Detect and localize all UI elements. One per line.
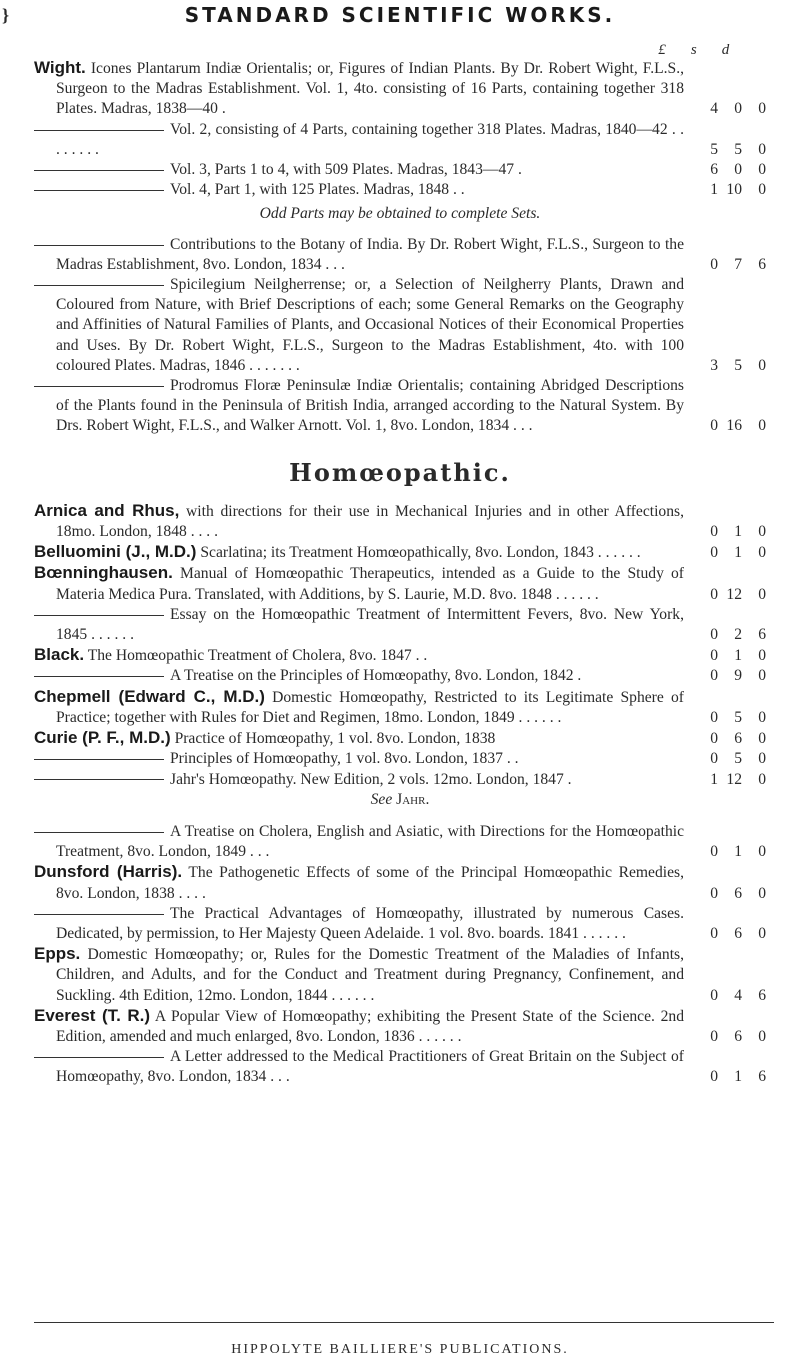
price-pounds: 0 <box>710 585 718 603</box>
price-shillings: 6 <box>734 924 742 942</box>
price-pounds: 0 <box>710 730 718 748</box>
homoeopathic-entries <box>0 501 800 790</box>
price-pence: 0 <box>758 544 766 562</box>
price-shillings: 6 <box>734 884 742 902</box>
price-pence: 0 <box>758 750 766 768</box>
catalogue-entries <box>0 58 800 1088</box>
price-pounds: 0 <box>710 523 718 541</box>
price-pence: 6 <box>758 626 766 644</box>
price-pence: 0 <box>758 708 766 726</box>
price-pence: 0 <box>758 181 766 199</box>
catalogue-entry <box>34 120 766 160</box>
price-pence: 0 <box>758 924 766 942</box>
catalogue-entry <box>34 666 766 686</box>
price-shillings: 9 <box>734 667 742 685</box>
entry-price <box>694 749 794 769</box>
entry-description: A Popular View of Homœopathy; exhibiting the Present State of the Science. 2nd Edition, amended and much enlarged, 8vo. London, 1836 . . . . . . <box>56 1007 684 1045</box>
catalogue-entry <box>34 862 766 903</box>
catalogue-entry <box>34 904 766 944</box>
price-pence: 0 <box>758 100 766 118</box>
catalogue-entry <box>34 1047 766 1087</box>
price-pounds: 1 <box>710 770 718 788</box>
entry-price <box>694 884 794 904</box>
entry-author: Wight. <box>34 58 86 77</box>
ditto-rule <box>34 676 164 677</box>
price-shillings: 1 <box>734 1068 742 1086</box>
entry-description: Prodromus Floræ Peninsulæ Indiæ Orientalis; containing Abridged Descriptions of the Plants found in the Peninsula of British India, arranged according to the Natural System. By Drs. Robert Wight, F.L.S., and Walker Arnott. Vol. 1, 8vo. London, 1834 . . . <box>56 377 684 435</box>
entry-description: Domestic Homœopathy; or, Rules for the Domestic Treatment of the Maladies of Infants, Children, and Adults, and for the Conduct and Treatment during Pregnancy, Confinement, and Suckling. 4th Edition, 12mo. London, 1844 . . . . . . <box>56 946 684 1004</box>
catalogue-entry <box>34 1005 766 1047</box>
catalogue-entry <box>34 749 766 769</box>
ditto-rule <box>34 245 164 246</box>
price-pence: 0 <box>758 1027 766 1045</box>
price-shillings: 7 <box>734 255 742 273</box>
price-shillings: 0 <box>734 161 742 179</box>
running-head: STANDARD SCIENTIFIC WORKS. <box>184 3 616 27</box>
price-pence: 0 <box>758 884 766 902</box>
see-prefix: See <box>370 790 393 808</box>
price-pounds: 1 <box>710 181 718 199</box>
see-reference <box>0 790 800 810</box>
price-shillings: 1 <box>734 843 742 861</box>
price-shillings: 6 <box>734 1027 742 1045</box>
entry-author: Curie (P. F., M.D.) <box>34 728 171 748</box>
price-pence: 6 <box>758 986 766 1004</box>
price-pounds: 0 <box>710 255 718 273</box>
section-title: Homœopathic. <box>289 457 511 487</box>
entry-price <box>694 99 794 119</box>
entry-author: Everest (T. R.) <box>34 1005 151 1025</box>
price-shillings: 12 <box>726 770 742 788</box>
catalogue-entry <box>34 160 766 180</box>
price-pounds: 0 <box>710 884 718 902</box>
entry-author: Belluomini (J., M.D.) <box>34 542 197 562</box>
entry-description: Principles of Homœopathy, 1 vol. 8vo. London, 1837 . . <box>170 750 519 768</box>
price-shillings: 5 <box>734 356 742 374</box>
catalogue-entry <box>34 180 766 200</box>
entry-description: Manual of Homœopathic Therapeutics, intended as a Guide to the Study of Materia Medica Pura. Translated, with Additions, by S. Laurie, M.D. 8vo. 1848 . . . . . . <box>56 565 684 603</box>
catalogue-entry <box>34 944 766 1006</box>
price-pounds: 0 <box>710 1027 718 1045</box>
price-pence: 0 <box>758 356 766 374</box>
homoeopathic-entries-continued <box>0 822 800 1088</box>
entry-description: Vol. 3, Parts 1 to 4, with 509 Plates. Madras, 1843—47 . <box>170 161 522 179</box>
page-edge-mark: } <box>2 5 10 25</box>
entry-description: Contributions to the Botany of India. By Dr. Robert Wight, F.L.S., Surgeon to the Madras Establishment, 8vo. London, 1834 . . . <box>56 235 684 273</box>
catalogue-entry <box>34 58 766 120</box>
wight-entries <box>0 58 800 200</box>
entry-description: Vol. 4, Part 1, with 125 Plates. Madras, 1848 . . <box>170 181 465 199</box>
see-name: Jahr. <box>396 790 430 808</box>
price-pence: 0 <box>758 140 766 158</box>
entry-price <box>694 625 794 645</box>
price-pence: 0 <box>758 161 766 179</box>
price-shillings: 1 <box>734 544 742 562</box>
price-shillings: 2 <box>734 626 742 644</box>
price-pounds: 0 <box>710 1068 718 1086</box>
price-pence: 0 <box>758 647 766 665</box>
price-pence: 0 <box>758 523 766 541</box>
pounds-column-header: £ <box>658 42 666 58</box>
entry-description: A Treatise on Cholera, English and Asiatic, with Directions for the Homœopathic Treatment, 8vo. London, 1849 . . . <box>56 822 684 861</box>
price-pounds: 0 <box>710 647 718 665</box>
entry-price <box>694 666 794 686</box>
entry-description: Spicilegium Neilgherrense; or, a Selection of Neilgherry Plants, Drawn and Coloured from Nature, with Brief Descriptions of each; some General Remarks on the Geography and Affinities of Natural Families of Plants, and Occasional Notices of their Economical Properties and Uses. By Dr. Robert Wight, F.L.S., Surgeon to the Madras Establishment, 4to. with 100 coloured Plates. Madras, 1846 . . . . . . . <box>56 276 684 374</box>
entry-description: A Letter addressed to the Medical Practitioners of Great Britain on the Subject of Homœopathy, 8vo. London, 1834 . . . <box>56 1048 684 1086</box>
ditto-rule <box>34 285 164 286</box>
entry-description: Icones Plantarum Indiæ Orientalis; or, Figures of Indian Plants. By Dr. Robert Wight, F.L.S., Surgeon to the Madras Establishment. Vol. 1, 4to. consisting of 16 Parts, containing together 318 Plates. Madras, 1838—40 . <box>56 60 684 118</box>
entry-author: Black. <box>34 645 85 665</box>
price-shillings: 1 <box>734 523 742 541</box>
pence-column-header: d <box>721 42 730 58</box>
price-shillings: 4 <box>734 986 742 1004</box>
price-pence: 0 <box>758 585 766 603</box>
price-pence: 0 <box>758 417 766 435</box>
ditto-rule <box>34 615 164 616</box>
catalogue-entry <box>34 275 766 376</box>
catalogue-entry <box>34 376 766 437</box>
price-pounds: 0 <box>710 544 718 562</box>
price-shillings: 5 <box>734 750 742 768</box>
footer-rule <box>34 1322 774 1323</box>
ditto-rule <box>34 130 164 131</box>
entry-description: Essay on the Homœopathic Treatment of Intermittent Fevers, 8vo. New York, 1845 . . . . . . <box>56 605 684 644</box>
entry-author: Arnica and Rhus, <box>34 500 180 520</box>
price-pounds: 0 <box>710 843 718 861</box>
entry-description: Practice of Homœopathy, 1 vol. 8vo. London, 1838 <box>174 730 496 748</box>
catalogue-entry <box>34 605 766 645</box>
entry-description: The Homœopathic Treatment of Cholera, 8vo. 1847 . . <box>87 647 428 665</box>
catalogue-entry <box>34 728 766 749</box>
price-pence: 0 <box>758 843 766 861</box>
price-shillings: 12 <box>726 585 742 603</box>
entry-price <box>694 255 794 275</box>
odd-parts-note: Odd Parts may be obtained to complete Sets. <box>259 205 541 223</box>
price-shillings: 5 <box>734 708 742 726</box>
price-shillings: 0 <box>734 100 742 118</box>
entry-price <box>694 160 794 180</box>
entry-price <box>694 842 794 862</box>
price-shillings: 16 <box>726 417 742 435</box>
entry-price <box>694 585 794 605</box>
entry-description: Domestic Homœopathy, Restricted to its Legitimate Sphere of Practice; together with Rules for Diet and Regimen, 18mo. London, 1849 . . . . . . <box>56 688 684 726</box>
catalogue-entry <box>34 563 766 604</box>
entry-description: A Treatise on the Principles of Homœopathy, 8vo. London, 1842 . <box>170 667 582 685</box>
price-pounds: 0 <box>710 667 718 685</box>
entry-price <box>694 543 794 563</box>
entry-price <box>694 986 794 1006</box>
footer-imprint: HIPPOLYTE BAILLIERE'S PUBLICATIONS. <box>231 1342 569 1357</box>
price-shillings: 1 <box>734 647 742 665</box>
entry-price <box>694 729 794 749</box>
catalogue-entry <box>34 822 766 862</box>
ditto-rule <box>34 386 164 387</box>
price-shillings: 6 <box>734 730 742 748</box>
price-pounds: 0 <box>710 986 718 1004</box>
entry-price <box>694 416 794 436</box>
catalogue-entry <box>34 645 766 666</box>
catalogue-entry <box>34 770 766 790</box>
catalogue-entry <box>34 686 766 728</box>
ditto-rule <box>34 170 164 171</box>
price-pounds: 0 <box>710 924 718 942</box>
entry-price <box>694 1027 794 1047</box>
entry-price <box>694 1067 794 1087</box>
ditto-rule <box>34 759 164 760</box>
price-pounds: 6 <box>710 161 718 179</box>
catalogue-entry <box>34 542 766 563</box>
entry-price <box>694 924 794 944</box>
entry-author: Bœnninghausen. <box>34 563 173 583</box>
price-shillings: 5 <box>734 140 742 158</box>
entry-price <box>694 522 794 542</box>
price-pounds: 0 <box>710 417 718 435</box>
entry-author: Dunsford (Harris). <box>34 862 183 882</box>
entry-description: The Practical Advantages of Homœopathy, illustrated by numerous Cases. Dedicated, by permission, to Her Majesty Queen Adelaide. 1 vol. 8vo. boards. 1841 . . . . . . <box>56 904 684 942</box>
entry-price <box>694 140 794 160</box>
ditto-rule <box>34 190 164 191</box>
ditto-rule <box>34 1057 164 1058</box>
ditto-rule <box>34 779 164 780</box>
ditto-rule <box>34 832 164 833</box>
price-pounds: 5 <box>710 140 718 158</box>
price-shillings: 10 <box>726 181 742 199</box>
entry-author: Epps. <box>34 944 81 964</box>
catalogue-entry <box>34 235 766 275</box>
ditto-rule <box>34 914 164 915</box>
entry-author: Chepmell (Edward C., M.D.) <box>34 686 265 706</box>
entry-description: with directions for their use in Mechanical Injuries and in other Affections, 18mo. London, 1848 . . . . <box>56 502 684 541</box>
shillings-column-header: s <box>690 42 697 58</box>
entry-price <box>694 180 794 200</box>
price-pence: 0 <box>758 730 766 748</box>
entry-price <box>694 356 794 376</box>
price-pence: 0 <box>758 667 766 685</box>
catalogue-entry <box>34 500 766 542</box>
entry-description: Vol. 2, consisting of 4 Parts, containing together 318 Plates. Madras, 1840—42 . . . . . . . . <box>56 120 684 158</box>
price-pounds: 3 <box>710 356 718 374</box>
entry-price <box>694 646 794 666</box>
entry-price <box>694 770 794 790</box>
price-pounds: 0 <box>710 750 718 768</box>
price-pence: 6 <box>758 255 766 273</box>
entry-price <box>694 708 794 728</box>
entry-description: Scarlatina; its Treatment Homœopathically, 8vo. London, 1843 . . . . . . <box>200 544 641 562</box>
price-pounds: 4 <box>710 100 718 118</box>
price-pence: 0 <box>758 770 766 788</box>
price-pounds: 0 <box>710 626 718 644</box>
price-pence: 6 <box>758 1068 766 1086</box>
entry-description: The Pathogenetic Effects of some of the Principal Homœopathic Remedies, 8vo. London, 1838 . . . . <box>56 864 684 902</box>
entry-description: Jahr's Homœopathy. New Edition, 2 vols. 12mo. London, 1847 . <box>170 770 572 788</box>
price-pounds: 0 <box>710 708 718 726</box>
wight-entries-continued <box>0 235 800 437</box>
